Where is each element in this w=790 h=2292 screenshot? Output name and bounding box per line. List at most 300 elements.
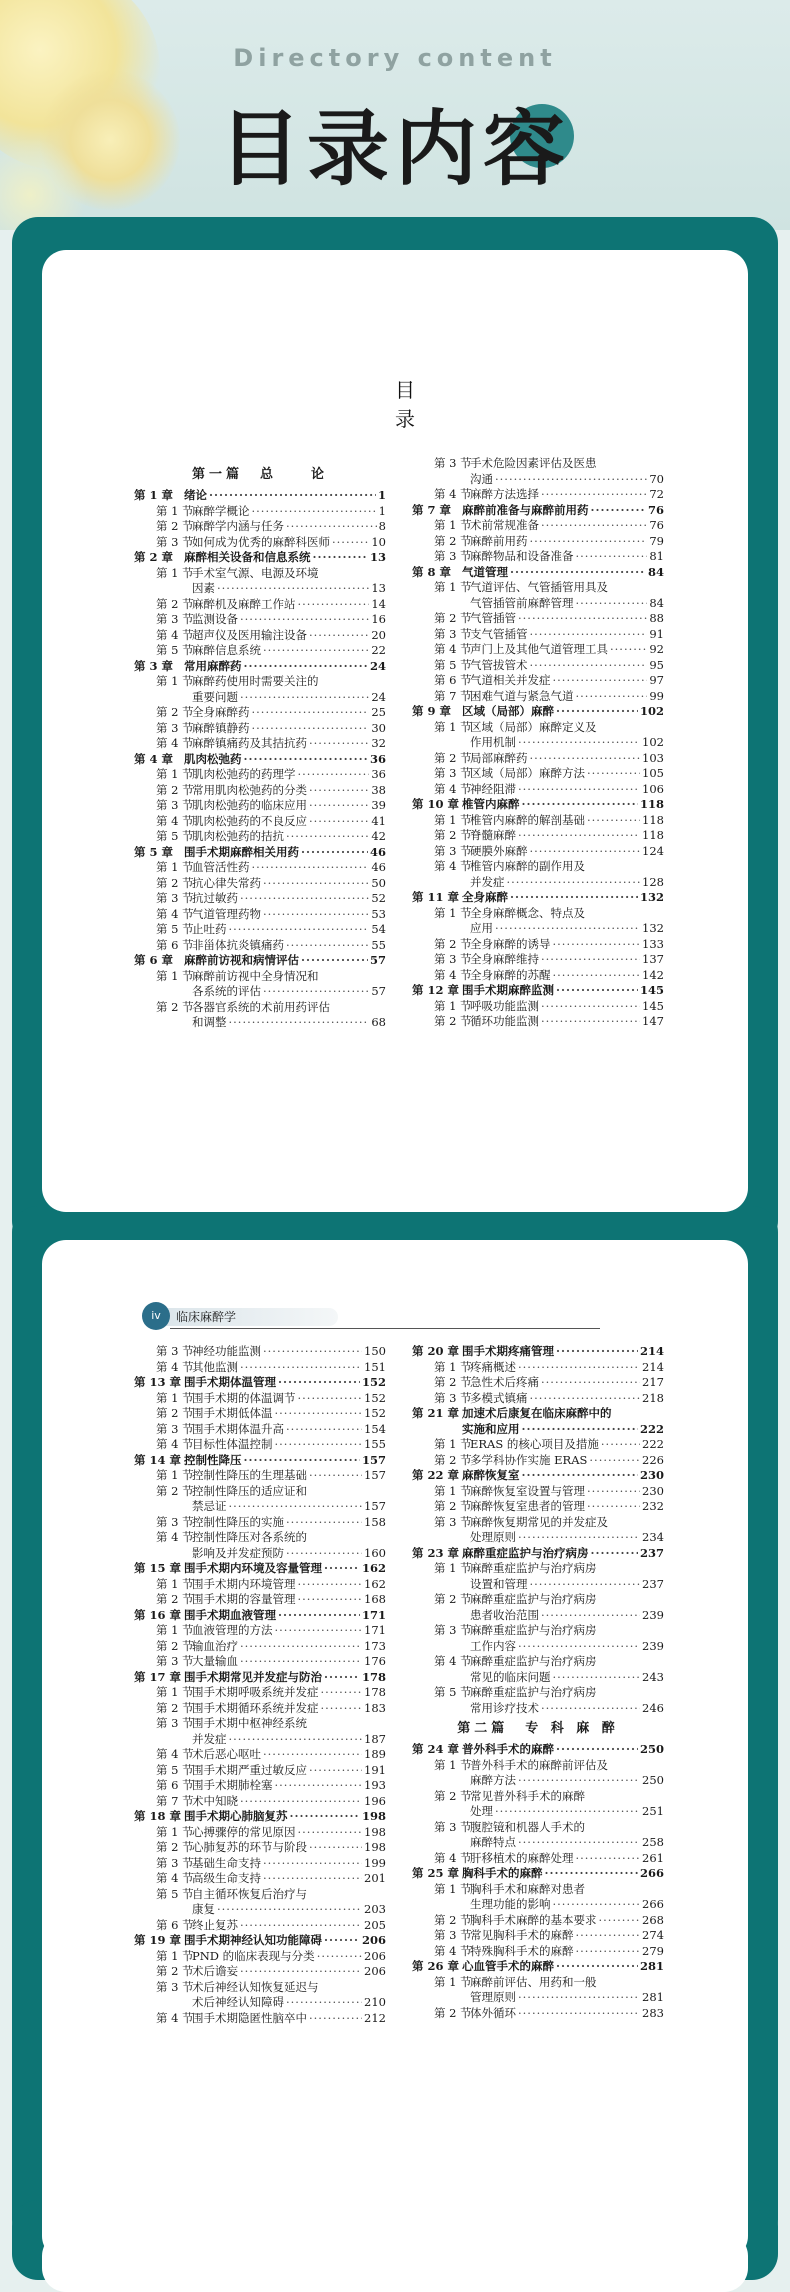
toc-section-row — [134, 1654, 386, 1670]
entry-number: 第 5 节 — [156, 1886, 194, 1901]
toc-section-row — [412, 1773, 664, 1789]
entry-title: 全身麻醉药 — [192, 705, 250, 719]
entry-title: 终止复苏 — [192, 1917, 238, 1932]
dot-leader — [495, 1804, 640, 1820]
entry-number: 第 13 章 — [134, 1375, 182, 1389]
entry-number: 第 3 节 — [434, 549, 472, 563]
dot-leader — [286, 938, 369, 954]
toc-section-row — [412, 813, 664, 829]
entry-number: 第 2 节 — [156, 596, 194, 611]
entry-number: 第 4 节 — [156, 1871, 194, 1885]
entry-title: 重要问题 — [192, 689, 238, 704]
dot-leader — [229, 922, 370, 938]
entry-page: 124 — [642, 843, 664, 858]
entry-page: 222 — [639, 1421, 664, 1436]
entry-number: 第 18 章 — [134, 1809, 182, 1823]
entry-title: 各器官系统的术前用药评估 — [192, 999, 330, 1014]
entry-page: 168 — [364, 1592, 386, 1606]
entry-title: 麻醉重症监护与治疗病房 — [470, 1685, 597, 1699]
entry-page: 70 — [649, 471, 664, 486]
entry-page: 191 — [364, 1762, 386, 1777]
entry-title: 各系统的评估 — [192, 984, 261, 998]
dot-leader — [263, 1747, 362, 1763]
entry-title: 常用肌肉松弛药的分类 — [192, 782, 307, 797]
entry-page: 36 — [369, 751, 386, 766]
entry-title: 血液管理的方法 — [192, 1623, 273, 1637]
dot-leader — [309, 1840, 362, 1856]
dot-leader — [556, 1344, 638, 1360]
toc-section-row — [134, 1577, 386, 1593]
entry-page: 92 — [649, 642, 664, 656]
entry-page: 203 — [364, 1902, 386, 1916]
toc-section-row — [412, 1820, 664, 1836]
entry-page: 1 — [377, 488, 386, 502]
toc-section-row — [134, 504, 386, 520]
entry-page: 268 — [642, 1912, 664, 1927]
dot-leader — [263, 1871, 362, 1887]
dot-leader — [556, 1742, 638, 1758]
entry-page: 234 — [642, 1530, 664, 1544]
entry-title: 麻醉前访视中全身情况和 — [192, 968, 319, 983]
toc-section-row — [134, 643, 386, 659]
entry-title: 急性术后疼痛 — [470, 1375, 539, 1389]
entry-title: 麻醉重症监护与治疗病房 — [462, 1545, 589, 1560]
entry-number: 第 1 节 — [434, 1483, 472, 1498]
toc-section-row — [134, 1592, 386, 1608]
entry-title: 全身麻醉的诱导 — [470, 936, 551, 951]
entry-title: 支气管插管 — [470, 626, 528, 641]
dot-leader — [495, 921, 640, 937]
entry-title: 循环功能监测 — [470, 1014, 539, 1028]
entry-title: 控制性降压 — [184, 1452, 242, 1467]
entry-page: 128 — [642, 874, 664, 889]
entry-number: 第 7 节 — [156, 1793, 194, 1808]
dot-leader — [530, 627, 648, 643]
entry-title: 基础生命支持 — [192, 1855, 261, 1870]
dot-leader — [518, 782, 640, 798]
entry-title: 特殊胸科手术的麻醉 — [470, 1943, 574, 1958]
entry-page: 201 — [364, 1871, 386, 1885]
entry-page: 206 — [364, 1964, 386, 1978]
entry-title: 困难气道与紧急气道 — [470, 688, 574, 703]
entry-page: 162 — [364, 1576, 386, 1591]
entry-title: 心血管手术的麻醉 — [462, 1959, 554, 1973]
book-title: 临床麻醉学 — [176, 1310, 237, 1324]
entry-title: 围手术期心肺脑复苏 — [184, 1809, 288, 1823]
entry-title: 麻醉特点 — [470, 1835, 516, 1849]
dot-leader — [240, 1964, 362, 1980]
entry-page: 251 — [642, 1804, 664, 1818]
dot-leader — [518, 1835, 640, 1851]
entry-number: 第 1 节 — [434, 998, 472, 1013]
toc-section-row — [134, 1763, 386, 1779]
toc-section-row — [412, 1623, 664, 1639]
dot-leader — [541, 1375, 640, 1391]
toc-section-row — [412, 1499, 664, 1515]
entry-number: 第 3 节 — [156, 612, 194, 626]
dot-leader — [530, 534, 648, 550]
toc-section-row — [134, 1360, 386, 1376]
entry-number: 第 5 节 — [156, 922, 194, 936]
entry-title: 脊髓麻醉 — [470, 828, 516, 842]
entry-title: 呼吸功能监测 — [470, 998, 539, 1013]
entry-number: 第 17 章 — [134, 1669, 182, 1684]
entry-page: 145 — [642, 998, 664, 1013]
entry-title: 肝移植术的麻醉处理 — [470, 1850, 574, 1865]
toc-section-row — [134, 1344, 386, 1360]
dot-leader — [518, 2006, 640, 2022]
entry-number: 第 4 节 — [156, 1747, 194, 1761]
entry-page: 41 — [371, 813, 386, 828]
entry-title: 如何成为优秀的麻醉科医师 — [192, 534, 330, 549]
toc-section-row — [134, 783, 386, 799]
entry-page: 91 — [649, 626, 664, 641]
entry-page: 133 — [642, 936, 664, 951]
toc-section-row — [134, 1499, 386, 1515]
toc-section-row — [412, 952, 664, 968]
entry-page: 206 — [361, 1933, 386, 1947]
entry-title: 全身麻醉的苏醒 — [470, 967, 551, 982]
entry-number: 第 1 节 — [156, 1576, 194, 1591]
entry-title: 处理 — [470, 1804, 493, 1818]
entry-number: 第 1 节 — [156, 860, 194, 874]
entry-page: 142 — [642, 967, 664, 982]
entry-title: 监测设备 — [192, 612, 238, 626]
entry-page: 54 — [371, 922, 386, 936]
entry-number: 第 4 节 — [156, 1530, 194, 1544]
entry-number: 第 1 节 — [434, 1359, 472, 1374]
entry-number: 第 6 章 — [134, 953, 174, 967]
entry-page: 24 — [371, 689, 386, 704]
entry-page: 281 — [642, 1990, 664, 2004]
toc-section-row — [134, 922, 386, 938]
dot-leader — [576, 596, 648, 612]
entry-page: 206 — [364, 1948, 386, 1963]
toc-page-card — [42, 2232, 748, 2292]
entry-title: 常见胸科手术的麻醉 — [470, 1928, 574, 1942]
toc-section-row — [412, 828, 664, 844]
toc-chapter-row — [134, 550, 386, 566]
toc-section-row — [134, 1716, 386, 1732]
toc-section-row — [134, 566, 386, 582]
entry-page: 16 — [371, 612, 386, 626]
dot-leader — [317, 1949, 362, 1965]
entry-page: 176 — [364, 1654, 386, 1668]
toc-chapter-row — [134, 845, 386, 861]
dot-leader — [240, 1639, 362, 1655]
entry-number: 第 2 节 — [434, 1452, 472, 1467]
entry-number: 第 2 节 — [434, 1592, 472, 1606]
dot-leader — [522, 1422, 638, 1438]
toc-chapter-row — [134, 1561, 386, 1577]
entry-number: 第 4 章 — [134, 751, 174, 766]
entry-title: 麻醉学概论 — [192, 503, 250, 518]
toc-section-row — [412, 968, 664, 984]
header-banner — [0, 0, 790, 230]
entry-page: 22 — [371, 643, 386, 657]
toc-chapter-row — [412, 1422, 664, 1438]
entry-title: 麻醉重症监护与治疗病房 — [470, 1654, 597, 1668]
dot-leader — [518, 1773, 640, 1789]
entry-page: 196 — [364, 1793, 386, 1808]
dot-leader — [553, 968, 641, 984]
toc-section-row — [412, 1437, 664, 1453]
entry-number: 第 4 节 — [434, 487, 472, 501]
entry-page: 152 — [364, 1390, 386, 1405]
entry-page: 205 — [364, 1917, 386, 1932]
entry-title: 肌肉松弛药的不良反应 — [192, 813, 307, 828]
toc-section-row — [412, 1515, 664, 1531]
toc-section-row — [412, 921, 664, 937]
entry-title: 肌肉松弛药的药理学 — [192, 767, 296, 781]
entry-page: 99 — [649, 688, 664, 703]
entry-page: 281 — [639, 1959, 664, 1973]
dot-leader — [244, 1453, 360, 1469]
entry-title: 椎管内麻醉的副作用及 — [470, 859, 585, 873]
dot-leader — [332, 535, 369, 551]
entry-number: 第 2 节 — [434, 611, 472, 625]
entry-number: 第 2 章 — [134, 550, 174, 564]
entry-page: 199 — [364, 1855, 386, 1870]
entry-title: 大量输血 — [192, 1654, 238, 1668]
entry-number: 第 6 节 — [156, 1778, 194, 1792]
entry-title: 术中知晓 — [192, 1793, 238, 1808]
entry-page: 239 — [642, 1607, 664, 1622]
entry-number: 第 22 章 — [412, 1468, 460, 1482]
dot-leader — [298, 597, 370, 613]
entry-number: 第 3 节 — [156, 720, 194, 735]
entry-page: 57 — [369, 953, 386, 967]
dot-leader — [553, 1897, 641, 1913]
entry-title: 常用诊疗技术 — [470, 1700, 539, 1715]
entry-number: 第 24 章 — [412, 1742, 460, 1756]
entry-number: 第 11 章 — [412, 890, 460, 904]
entry-page: 183 — [364, 1700, 386, 1715]
entry-title: 围手术期麻醉相关用药 — [184, 844, 299, 859]
dot-leader — [252, 705, 370, 721]
entry-title: 胸科手术和麻醉对患者 — [470, 1881, 585, 1896]
entry-title: 术后谵妄 — [192, 1964, 238, 1978]
entry-page: 222 — [642, 1437, 664, 1451]
entry-page: 266 — [639, 1866, 664, 1880]
dot-leader — [553, 1670, 641, 1686]
toc-section-row — [412, 1913, 664, 1929]
entry-page: 52 — [371, 891, 386, 905]
entry-page: 157 — [364, 1499, 386, 1513]
dot-leader — [286, 1515, 362, 1531]
part-heading: 第二篇 专 科 麻 醉 — [457, 1721, 619, 1736]
entry-number: 第 2 节 — [156, 1483, 194, 1498]
entry-number: 第 1 节 — [156, 968, 194, 983]
entry-title: 心搏骤停的常见原因 — [192, 1824, 296, 1839]
toc-section-row — [134, 736, 386, 752]
toc-section-row — [412, 937, 664, 953]
entry-title: 并发症 — [470, 874, 505, 889]
dot-leader — [553, 673, 648, 689]
dot-leader — [275, 1623, 363, 1639]
entry-page: 173 — [364, 1638, 386, 1653]
entry-page: 258 — [642, 1835, 664, 1849]
toc-section-row — [134, 674, 386, 690]
dot-leader — [313, 550, 368, 566]
entry-title: 常见的临床问题 — [470, 1669, 551, 1684]
toc-chapter-row — [412, 890, 664, 906]
entry-page: 151 — [364, 1359, 386, 1374]
entry-title: 围手术期体温升高 — [192, 1421, 284, 1436]
dot-leader — [599, 1913, 641, 1929]
entry-number: 第 3 节 — [156, 1716, 194, 1730]
dot-leader — [541, 1014, 640, 1030]
entry-title: 麻醉前用药 — [470, 533, 528, 548]
entry-page: 178 — [364, 1685, 386, 1699]
toc-section-row — [412, 1944, 664, 1960]
toc-section-row — [412, 1391, 664, 1407]
toc-section-row — [412, 1484, 664, 1500]
toc-section-row — [412, 1975, 664, 1991]
entry-number: 第 4 节 — [156, 1359, 194, 1374]
entry-title: 康复 — [192, 1902, 215, 1916]
entry-title: 区域（局部）麻醉方法 — [470, 766, 585, 780]
toc-section-row — [134, 1000, 386, 1016]
dot-leader — [541, 952, 640, 968]
toc-section-row — [134, 1484, 386, 1500]
entry-title: 区域（局部）麻醉定义及 — [470, 719, 597, 734]
toc-section-row — [412, 1592, 664, 1608]
dot-leader — [290, 1809, 360, 1825]
entry-number: 第 1 节 — [434, 1974, 472, 1989]
dot-leader — [556, 983, 638, 999]
toc-chapter-row — [412, 1742, 664, 1758]
toc-section-row — [134, 1530, 386, 1546]
toc-section-row — [412, 1530, 664, 1546]
toc-chapter-row — [134, 953, 386, 969]
toc-chapter-row — [412, 1959, 664, 1975]
dot-leader — [321, 1685, 363, 1701]
entry-title: 肌肉松弛药的拮抗 — [192, 829, 284, 843]
entry-title: 和调整 — [192, 1015, 227, 1029]
entry-title: PND 的临床表现与分类 — [192, 1948, 315, 1963]
entry-number: 第 1 节 — [434, 905, 472, 920]
entry-title: 非甾体抗炎镇痛药 — [192, 937, 284, 952]
toc-section-row — [412, 1375, 664, 1391]
dot-leader — [530, 844, 641, 860]
entry-page: 193 — [364, 1778, 386, 1792]
entry-page: 283 — [642, 2005, 664, 2020]
dot-leader — [576, 1928, 641, 1944]
entry-page: 210 — [364, 1995, 386, 2009]
entry-number: 第 2 节 — [156, 705, 194, 719]
toc-chapter-row — [134, 1933, 386, 1949]
dot-leader — [217, 1902, 362, 1918]
toc-section-row — [412, 1758, 664, 1774]
toc-chapter-row — [412, 1866, 664, 1882]
toc-chapter-row — [134, 488, 386, 504]
dot-leader — [263, 984, 369, 1000]
entry-page: 266 — [642, 1897, 664, 1911]
entry-page: 150 — [364, 1344, 386, 1358]
entry-title: 其他监测 — [192, 1359, 238, 1374]
dot-leader — [518, 611, 647, 627]
entry-number: 第 1 节 — [434, 1881, 472, 1896]
dot-leader — [541, 999, 640, 1015]
entry-title: 绪论 — [184, 488, 207, 502]
dot-leader — [518, 1360, 640, 1376]
toc-column — [134, 462, 386, 1031]
entry-number: 第 4 节 — [156, 813, 194, 828]
toc-section-row — [412, 1608, 664, 1624]
entry-title: 气道评估、气管插管用具及 — [470, 580, 608, 594]
dot-leader — [587, 1499, 640, 1515]
toc-chapter-row — [412, 1468, 664, 1484]
entry-title: 血管活性药 — [192, 860, 250, 874]
toc-section-row — [412, 875, 664, 891]
entry-title: 管理原则 — [470, 1990, 516, 2004]
toc-chapter-row — [134, 1453, 386, 1469]
toc-section-row — [412, 518, 664, 534]
entry-title: 麻醉前访视和病情评估 — [184, 953, 299, 967]
entry-title: 麻醉镇静药 — [192, 720, 250, 735]
dot-leader — [309, 628, 369, 644]
toc-section-row — [134, 1623, 386, 1639]
entry-title: 麻醉机及麻醉工作站 — [192, 596, 296, 611]
entry-title: 肌肉松弛药 — [184, 751, 242, 766]
entry-number: 第 1 章 — [134, 488, 174, 502]
page-title: 目录内容 — [218, 102, 571, 197]
entry-page: 13 — [369, 550, 386, 564]
entry-number: 第 2 节 — [156, 1406, 194, 1420]
entry-title: 椎管内麻醉的解剖基础 — [470, 812, 585, 827]
entry-title: 疼痛概述 — [470, 1359, 516, 1374]
dot-leader — [244, 752, 368, 768]
entry-title: 麻醉恢复室患者的管理 — [470, 1499, 585, 1513]
entry-title: 手术室气源、电源及环境 — [192, 565, 319, 580]
entry-title: 处理原则 — [470, 1530, 516, 1544]
entry-page: 162 — [361, 1561, 386, 1575]
entry-title: 高级生命支持 — [192, 1871, 261, 1885]
dot-leader — [278, 1375, 360, 1391]
entry-title: 麻醉恢复室 — [462, 1468, 520, 1482]
dot-leader — [541, 1701, 640, 1717]
dot-leader — [286, 1546, 362, 1562]
entry-title: 全身麻醉概念、特点及 — [470, 905, 585, 920]
entry-title: 应用 — [470, 921, 493, 935]
entry-title: 麻醉恢复期常见的并发症及 — [470, 1514, 608, 1529]
entry-number: 第 4 节 — [156, 906, 194, 921]
toc-section-row — [134, 1468, 386, 1484]
toc-heading: 目 录 — [395, 378, 521, 431]
entry-number: 第 2 节 — [434, 1499, 472, 1513]
entry-number: 第 2 节 — [156, 875, 194, 890]
entry-page: 50 — [371, 875, 386, 890]
toc-section-row — [134, 1515, 386, 1531]
entry-number: 第 2 节 — [434, 936, 472, 951]
toc-chapter-row — [412, 797, 664, 813]
toc-section-row — [412, 487, 664, 503]
entry-page: 36 — [371, 767, 386, 781]
dot-leader — [522, 1468, 638, 1484]
entry-number: 第 5 章 — [134, 844, 174, 859]
dot-leader — [518, 828, 640, 844]
entry-page: 118 — [642, 828, 664, 842]
toc-section-row — [134, 1778, 386, 1794]
header-rule — [170, 1328, 600, 1329]
toc-section-row — [134, 1685, 386, 1701]
entry-page: 10 — [371, 534, 386, 549]
entry-page: 217 — [642, 1375, 664, 1389]
entry-title: 围手术期中枢神经系统 — [192, 1716, 307, 1730]
entry-page: 46 — [369, 844, 386, 859]
toc-section-row — [412, 658, 664, 674]
